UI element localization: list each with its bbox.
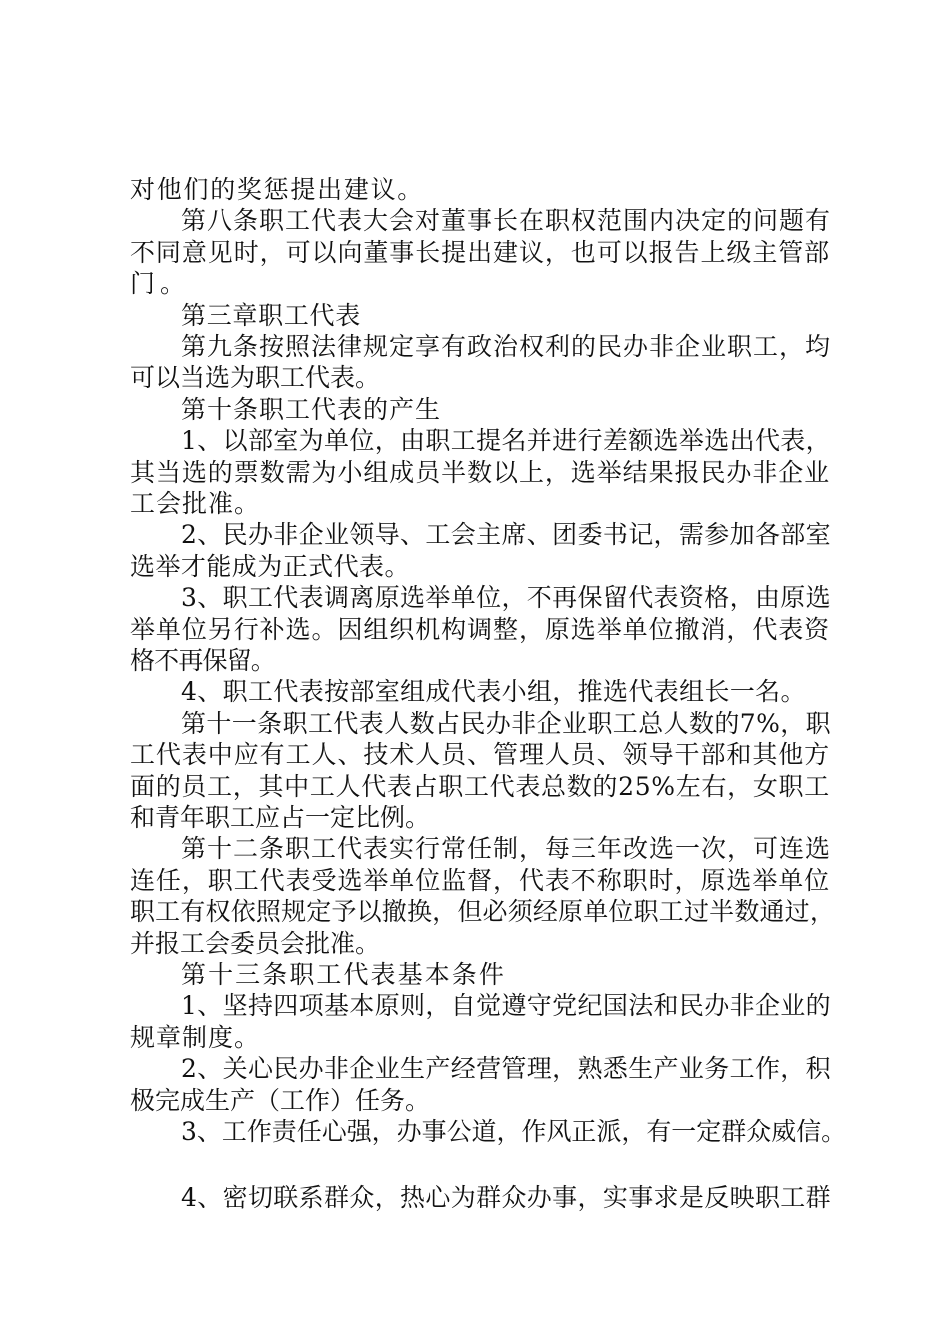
text-line: 规章制度。 bbox=[130, 1023, 261, 1052]
text-line: 格不再保留。 bbox=[130, 646, 275, 675]
text-line: 1、坚持四项基本原则，自觉遵守党纪国法和民办非企业的 bbox=[181, 991, 832, 1020]
text-line: 第十一条职工代表人数占民办非企业职工总人数的7%，职 bbox=[181, 709, 832, 738]
text-line: 第十二条职工代表实行常任制，每三年改选一次，可连选 bbox=[181, 834, 832, 863]
text-line: 2、关心民办非企业生产经营管理，熟悉生产业务工作，积 bbox=[181, 1054, 832, 1083]
text-line: 并报工会委员会批准。 bbox=[130, 929, 381, 958]
text-line: 工代表中应有工人、技术人员、管理人员、领导干部和其他方 bbox=[130, 740, 831, 769]
text-line: 其当选的票数需为小组成员半数以上，选举结果报民办非企业 bbox=[130, 458, 831, 487]
article-heading: 第十条职工代表的产生 bbox=[181, 395, 442, 424]
text-line: 极完成生产（工作）任务。 bbox=[130, 1086, 431, 1115]
text-line: 可以当选为职工代表。 bbox=[130, 363, 381, 392]
text-line: 第八条职工代表大会对董事长在职权范围内决定的问题有 bbox=[181, 206, 832, 235]
section-heading: 第三章职工代表 bbox=[181, 301, 361, 330]
text-line: 面的员工，其中工人代表占职工代表总数的25%左右，女职工 bbox=[130, 772, 830, 801]
text-line: 4、职工代表按部室组成代表小组，推选代表组长一名。 bbox=[181, 677, 806, 706]
text-line: 3、工作责任心强，办事公道，作风正派，有一定群众威信。 bbox=[181, 1117, 847, 1146]
text-line: 举单位另行补选。因组织机构调整，原选举单位撤消，代表资 bbox=[130, 615, 831, 644]
text-line: 职工有权依照规定予以撤换，但必须经原单位职工过半数通过， bbox=[130, 897, 836, 926]
article-heading: 第十三条职工代表基本条件 bbox=[181, 960, 506, 989]
text-line: 对他们的奖惩提出建议。 bbox=[130, 175, 425, 204]
text-line: 第九条按照法律规定享有政治权利的民办非企业职工，均 bbox=[181, 332, 832, 361]
text-line: 4、密切联系群众，热心为群众办事，实事求是反映职工群 bbox=[181, 1183, 832, 1212]
text-line: 选举才能成为正式代表。 bbox=[130, 552, 410, 581]
text-line: 不同意见时，可以向董事长提出建议，也可以报告上级主管部 bbox=[130, 238, 831, 267]
text-line: 2、民办非企业领导、工会主席、团委书记，需参加各部室 bbox=[181, 520, 832, 549]
text-line: 工会批准。 bbox=[130, 489, 261, 518]
text-line: 1、以部室为单位，由职工提名并进行差额选举选出代表， bbox=[181, 426, 832, 455]
text-line: 3、职工代表调离原选举单位，不再保留代表资格，由原选 bbox=[181, 583, 832, 612]
text-line: 连任，职工代表受选举单位监督，代表不称职时，原选举单位 bbox=[130, 866, 831, 895]
text-line: 和青年职工应占一定比例。 bbox=[130, 803, 431, 832]
text-line: 门。 bbox=[130, 269, 190, 298]
